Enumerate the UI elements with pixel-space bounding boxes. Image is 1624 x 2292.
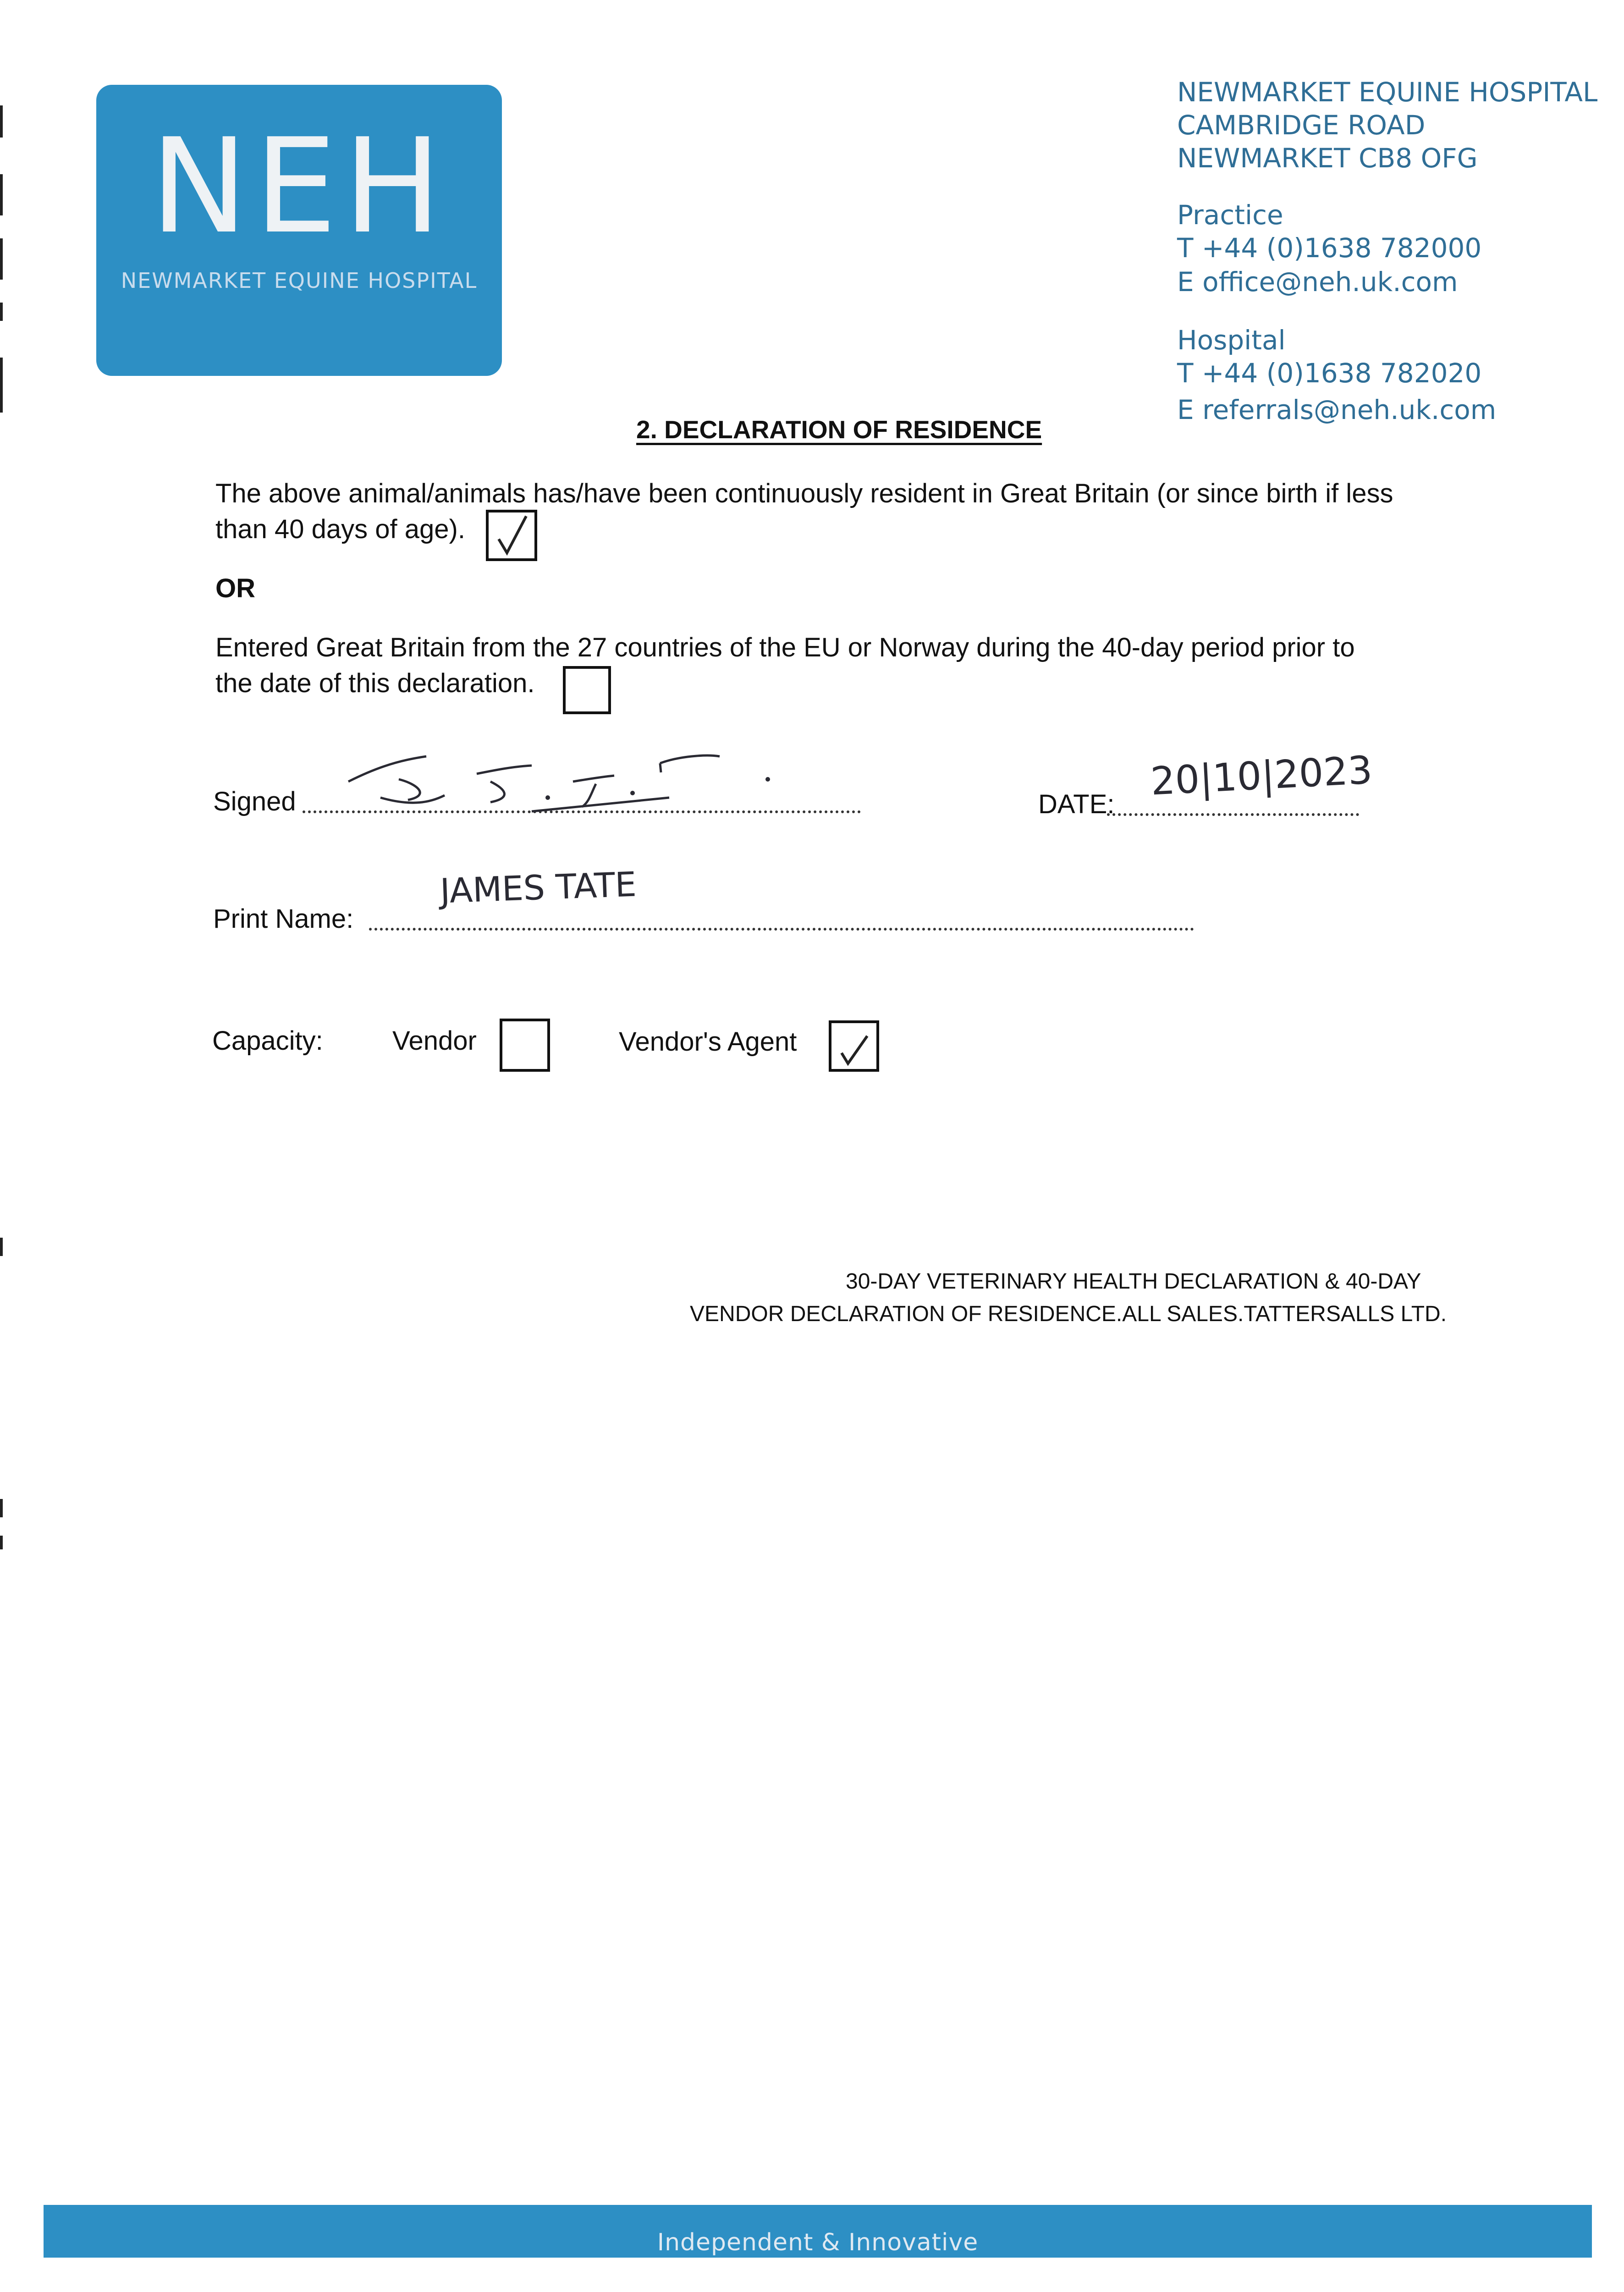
scan-edge-mark xyxy=(0,238,3,280)
footer-bar xyxy=(44,2205,1592,2258)
checkmark-icon xyxy=(831,1023,876,1069)
logo-subtitle: NEWMARKET EQUINE HOSPITAL xyxy=(121,268,478,293)
scan-edge-mark xyxy=(0,105,3,138)
hospital-phone: T +44 (0)1638 782020 xyxy=(1177,358,1482,389)
checkmark-icon xyxy=(489,512,534,558)
scan-edge-mark xyxy=(0,1499,3,1517)
scan-edge-mark xyxy=(0,1536,3,1549)
date-value: 20|10|2023 xyxy=(1149,747,1374,804)
form-reference-line-1: 30-DAY VETERINARY HEALTH DECLARATION & 40-DAY xyxy=(846,1269,1421,1294)
hospital-email: E referrals@neh.uk.com xyxy=(1177,394,1497,425)
print-name-value: JAMES TATE xyxy=(439,865,637,911)
date-label: DATE: xyxy=(1038,789,1115,819)
or-separator: OR xyxy=(215,573,255,603)
address-line-1: NEWMARKET EQUINE HOSPITAL xyxy=(1177,77,1598,108)
vendors-agent-checkbox[interactable] xyxy=(829,1020,879,1072)
capacity-label: Capacity: xyxy=(212,1026,323,1056)
practice-email: E office@neh.uk.com xyxy=(1177,266,1458,298)
date-line[interactable] xyxy=(1107,813,1359,816)
vendor-checkbox[interactable] xyxy=(500,1019,550,1072)
logo-mark: NEH xyxy=(150,110,448,263)
neh-logo xyxy=(96,85,502,376)
scan-edge-mark xyxy=(0,358,3,413)
residence-statement-line-1: The above animal/animals has/have been continuously resident in Great Britain (or since birth if less xyxy=(215,479,1393,508)
practice-label: Practice xyxy=(1177,199,1283,231)
address-line-3: NEWMARKET CB8 OFG xyxy=(1177,143,1478,174)
hospital-label: Hospital xyxy=(1177,325,1286,356)
residence-statement-line-2: than 40 days of age). xyxy=(215,514,465,544)
eu-entry-checkbox[interactable] xyxy=(563,666,611,714)
resident-checkbox[interactable] xyxy=(486,510,537,561)
practice-phone: T +44 (0)1638 782000 xyxy=(1177,232,1482,264)
address-line-2: CAMBRIDGE ROAD xyxy=(1177,110,1426,141)
scan-edge-mark xyxy=(0,303,3,321)
section-heading: 2. DECLARATION OF RESIDENCE xyxy=(636,415,1042,444)
scan-edge-mark xyxy=(0,174,3,215)
vendor-label: Vendor xyxy=(392,1026,477,1056)
eu-entry-statement-line-1: Entered Great Britain from the 27 countries of the EU or Norway during the 40-day period prior to xyxy=(215,633,1355,662)
signed-label: Signed xyxy=(213,787,296,816)
form-reference-line-2: VENDOR DECLARATION OF RESIDENCE.ALL SALES.TATTERSALLS LTD. xyxy=(690,1302,1447,1326)
signature-image xyxy=(339,738,798,816)
vendors-agent-label: Vendor's Agent xyxy=(619,1027,797,1057)
print-name-label: Print Name: xyxy=(213,904,354,934)
print-name-line[interactable] xyxy=(369,928,1194,931)
footer-tagline: Independent & Innovative xyxy=(657,2229,979,2256)
scan-edge-mark xyxy=(0,1238,3,1256)
eu-entry-statement-line-2: the date of this declaration. xyxy=(215,668,535,698)
